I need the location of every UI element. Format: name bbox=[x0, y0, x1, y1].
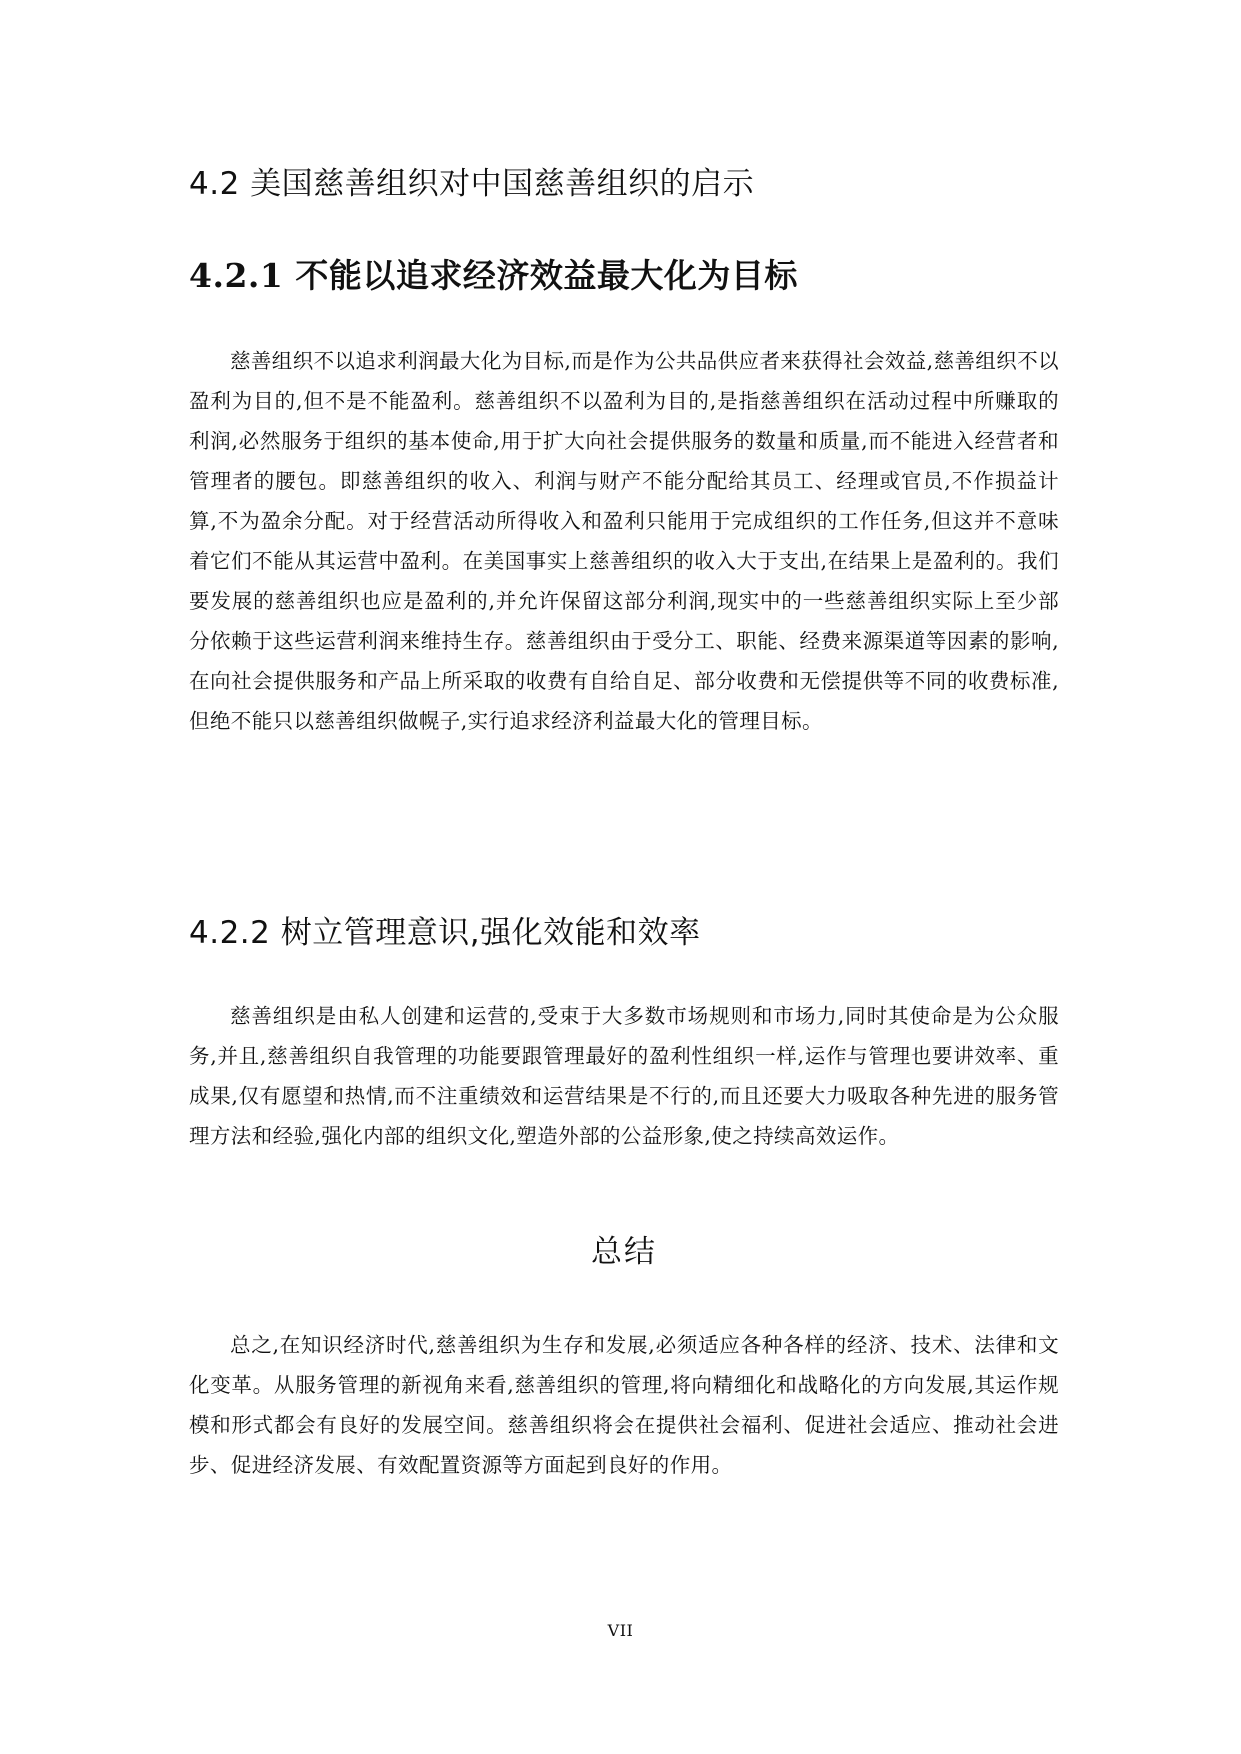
conclusion-heading: 总结 bbox=[591, 1234, 657, 1270]
conclusion-paragraph: 总之,在知识经济时代,慈善组织为生存和发展,必须适应各种各样的经济、技术、法律和文化变革。从服务管理的新视角来看,慈善组织的管理,将向精细化和战略化的方向发展,其运作规模和形式都会有良好的发展空间。慈善组织将会在提供社会福利、促进社会适应、推动社会进步、促进经济发展、有效配置资源等方面起到良好的作用。 bbox=[189, 1333, 1059, 1477]
section-heading: 4.2 美国慈善组织对中国慈善组织的启示 bbox=[189, 166, 755, 202]
subsection-heading-4-2-1: 4.2.1 不能以追求经济效益最大化为目标 bbox=[189, 256, 798, 295]
page-number: VII bbox=[607, 1621, 634, 1640]
subsection-4-2-2-paragraph: 慈善组织是由私人创建和运营的,受束于大多数市场规则和市场力,同时其使命是为公众服务,并且,慈善组织自我管理的功能要跟管理最好的盈利性组织一样,运作与管理也要讲效率、重成果,仅有愿望和热情,而不注重绩效和运营结果是不行的,而且还要大力吸取各种先进的服务管理方法和经验,强化内部的组织文化,塑造外部的公益形象,使之持续高效运作。 bbox=[189, 1004, 1059, 1148]
subsection-4-2-1-paragraph: 慈善组织不以追求利润最大化为目标,而是作为公共品供应者来获得社会效益,慈善组织不以盈利为目的,但不是不能盈利。慈善组织不以盈利为目的,是指慈善组织在活动过程中所赚取的利润,必然服务于组织的基本使命,用于扩大向社会提供服务的数量和质量,而不能进入经营者和管理者的腰包。即慈善组织的收入、利润与财产不能分配给其员工、经理或官员,不作损益计算,不为盈余分配。对于经营活动所得收入和盈利只能用于完成组织的工作任务,但这并不意味着它们不能从其运营中盈利。在美国事实上慈善组织的收入大于支出,在结果上是盈利的。我们要发展的慈善组织也应是盈利的,并允许保留这部分利润,现实中的一些慈善组织实际上至少部分依赖于这些运营利润来维持生存。慈善组织由于受分工、职能、经费来源渠道等因素的影响,在向社会提供服务和产品上所采取的收费有自给自足、部分收费和无偿提供等不同的收费标准,但绝不能只以慈善组织做幌子,实行追求经济利益最大化的管理目标。 bbox=[189, 349, 1059, 733]
subsection-heading-4-2-2: 4.2.2 树立管理意识,强化效能和效率 bbox=[189, 915, 701, 951]
